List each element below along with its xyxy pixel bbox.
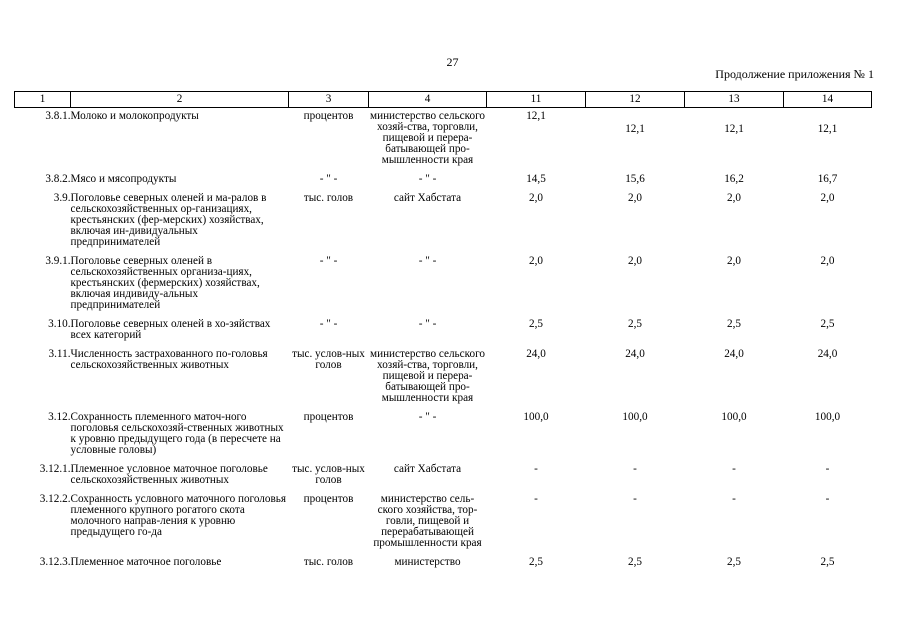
value-col-12: - bbox=[633, 463, 637, 475]
indicator-name: Сохранность племенного маточ-ного поголовья сельскохозяй-ственных животных к уровню предыдущего года (в пересчете на условные головы) bbox=[70, 411, 284, 456]
value-col-12: 15,6 bbox=[625, 173, 645, 185]
table-row bbox=[15, 554, 872, 573]
unit-cell: процентов bbox=[303, 411, 354, 423]
row-number: 3.9.1. bbox=[45, 255, 71, 267]
table-row bbox=[15, 316, 872, 346]
value-col-13: 100,0 bbox=[721, 411, 747, 423]
value-col-13: 2,5 bbox=[727, 318, 741, 330]
source-cell: сайт Хабстата bbox=[393, 463, 462, 475]
indicator-name: Молоко и молокопродукты bbox=[70, 110, 199, 122]
source-cell: - " - bbox=[418, 255, 437, 267]
value-col-13: 16,2 bbox=[724, 173, 744, 185]
header-col-11: 11 bbox=[487, 92, 586, 108]
value-col-12: 12,1 bbox=[625, 123, 645, 135]
value-col-12: 24,0 bbox=[625, 348, 645, 360]
unit-cell: процентов bbox=[303, 110, 354, 122]
value-col-14: 12,1 bbox=[817, 123, 838, 135]
table-row bbox=[15, 346, 872, 409]
indicators-table bbox=[14, 91, 872, 573]
value-col-11: 100,0 bbox=[523, 411, 549, 423]
value-col-14: 24,0 bbox=[817, 348, 838, 360]
row-number: 3.9. bbox=[53, 192, 71, 204]
value-col-13: 12,1 bbox=[724, 123, 744, 135]
table-row bbox=[15, 253, 872, 316]
value-col-11: 24,0 bbox=[526, 348, 546, 360]
table-row bbox=[15, 461, 872, 491]
unit-cell: - " - bbox=[319, 318, 338, 330]
header-col-13: 13 bbox=[685, 92, 784, 108]
source-cell: министерство сельского хозяй-ства, торговли, пищевой и перера-батывающей про-мышленности края bbox=[370, 110, 485, 166]
value-col-13: 24,0 bbox=[724, 348, 744, 360]
value-col-11: 2,5 bbox=[529, 318, 543, 330]
value-col-12: 100,0 bbox=[622, 411, 648, 423]
unit-cell: тыс. услов-ных голов bbox=[292, 348, 365, 371]
value-col-13: - bbox=[732, 463, 736, 475]
row-number: 3.12.2. bbox=[39, 493, 71, 505]
table-row bbox=[15, 190, 872, 253]
source-cell: министерство сельского хозяй-ства, торговли, пищевой и перера-батывающей про-мышленности края bbox=[370, 348, 485, 404]
table-row bbox=[15, 108, 872, 172]
indicator-name: Племенное маточное поголовье bbox=[70, 556, 222, 568]
value-col-11: - bbox=[534, 463, 538, 475]
indicator-name: Поголовье северных оленей в сельскохозяйственных организа-циях, крестьянских (фермерских) хозяйствах, включая индивиду-альных предпринимателей bbox=[70, 255, 260, 311]
row-number: 3.12. bbox=[48, 411, 71, 423]
unit-cell: тыс. услов-ных голов bbox=[292, 463, 365, 486]
value-col-11: 12,1 bbox=[526, 110, 546, 122]
header-col-14: 14 bbox=[784, 92, 872, 108]
source-cell: - " - bbox=[418, 173, 437, 185]
table-row bbox=[15, 409, 872, 461]
value-col-14: 100,0 bbox=[814, 411, 841, 423]
unit-cell: - " - bbox=[319, 173, 338, 185]
value-col-13: 2,5 bbox=[727, 556, 741, 568]
table-row bbox=[15, 171, 872, 190]
source-cell: сайт Хабстата bbox=[393, 192, 462, 204]
value-col-13: 2,0 bbox=[727, 192, 741, 204]
value-col-14: 2,0 bbox=[820, 255, 835, 267]
value-col-12: 2,5 bbox=[628, 556, 642, 568]
header-col-12: 12 bbox=[586, 92, 685, 108]
row-number: 3.8.1. bbox=[45, 110, 71, 122]
row-number: 3.12.1. bbox=[39, 463, 71, 475]
indicator-name: Поголовье северных оленей и ма-ралов в сельскохозяйственных ор-ганизациях, крестьянских (фер-мерских) хозяйствах, включая ин-дивидуальных предпринимателей bbox=[70, 192, 267, 248]
source-cell: министерство сель-ского хозяйства, тор-говли, пищевой и перерабатывающей промышленности края bbox=[373, 493, 482, 549]
unit-cell: тыс. голов bbox=[303, 556, 354, 568]
value-col-12: - bbox=[633, 493, 637, 505]
source-cell: - " - bbox=[418, 318, 437, 330]
indicator-name: Численность застрахованного по-головья сельскохозяйственных животных bbox=[70, 348, 268, 371]
value-col-11: 2,0 bbox=[529, 255, 543, 267]
indicator-name: Мясо и мясопродукты bbox=[70, 173, 177, 185]
row-number: 3.11. bbox=[48, 348, 71, 360]
indicator-name: Поголовье северных оленей в хо-зяйствах всех категорий bbox=[70, 318, 271, 341]
header-col-4: 4 bbox=[369, 92, 487, 108]
value-col-13: - bbox=[732, 493, 736, 505]
row-number: 3.12.3. bbox=[39, 556, 71, 568]
indicator-name: Сохранность условного маточного поголовья племенного крупного рогатого скота молочного направ-ления к уровню предыдущего го-да bbox=[70, 493, 287, 538]
value-col-12: 2,0 bbox=[628, 192, 642, 204]
row-number: 3.8.2. bbox=[45, 173, 71, 185]
value-col-11: 2,5 bbox=[529, 556, 543, 568]
source-cell: - " - bbox=[418, 411, 437, 423]
indicator-name: Племенное условное маточное поголовье сельскохозяйственных животных bbox=[70, 463, 268, 486]
continuation-note: Продолжение приложения № 1 bbox=[715, 67, 874, 81]
value-col-14: 16,7 bbox=[817, 173, 838, 185]
value-col-14: 2,5 bbox=[820, 556, 835, 568]
value-col-14: 2,5 bbox=[820, 318, 835, 330]
value-col-13: 2,0 bbox=[727, 255, 741, 267]
source-cell: министерство bbox=[394, 556, 461, 568]
unit-cell: процентов bbox=[303, 493, 354, 505]
row-number: 3.10. bbox=[48, 318, 71, 330]
header-row bbox=[15, 92, 872, 108]
value-col-11: 2,0 bbox=[529, 192, 543, 204]
value-col-11: 14,5 bbox=[526, 173, 546, 185]
header-col-3: 3 bbox=[289, 92, 369, 108]
value-col-12: 2,5 bbox=[628, 318, 642, 330]
value-col-14: 2,0 bbox=[820, 192, 835, 204]
unit-cell: тыс. голов bbox=[303, 192, 354, 204]
header-col-2: 2 bbox=[71, 92, 289, 108]
table-row bbox=[15, 491, 872, 554]
value-col-12: 2,0 bbox=[628, 255, 642, 267]
value-col-11: - bbox=[534, 493, 538, 505]
value-col-14: - bbox=[825, 493, 830, 505]
unit-cell: - " - bbox=[319, 255, 338, 267]
header-col-1: 1 bbox=[15, 92, 71, 108]
page-number: 27 bbox=[446, 55, 459, 69]
value-col-14: - bbox=[825, 463, 830, 475]
